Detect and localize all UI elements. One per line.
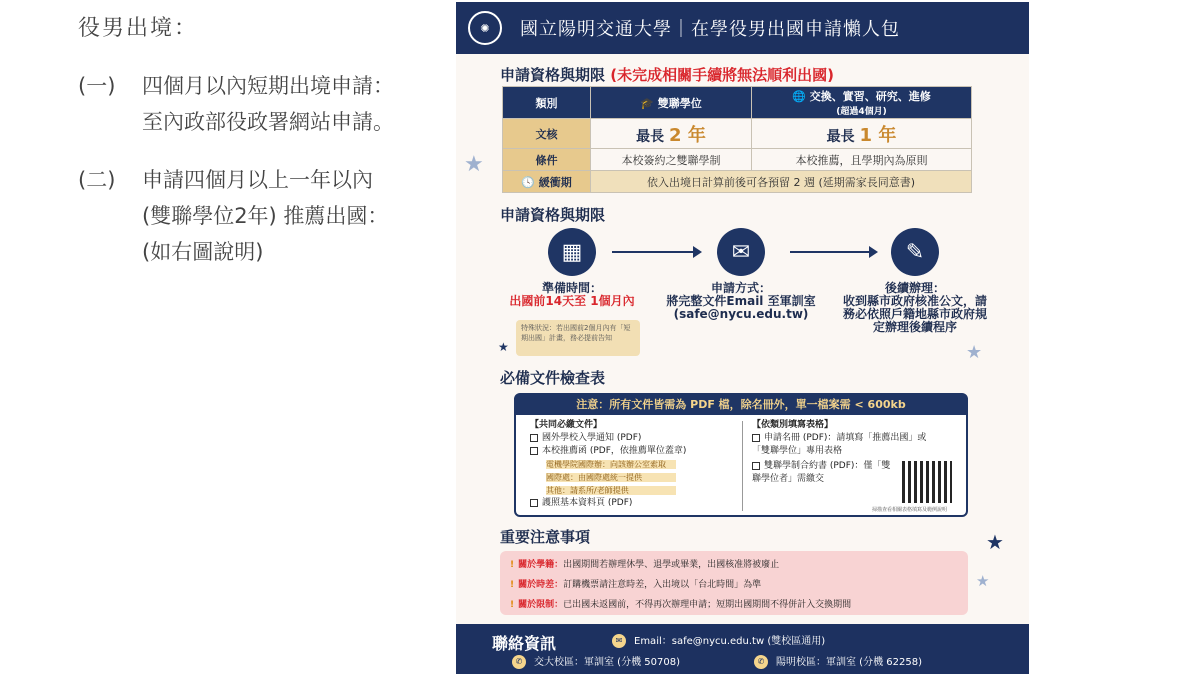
checklist-item	[752, 460, 892, 486]
form-check-icon: ✎	[891, 228, 939, 276]
process-step	[840, 228, 990, 334]
table-header-cell: 類別	[503, 87, 591, 119]
poster-title: 國立陽明交通大學｜在學役男出國申請懶人包	[520, 19, 900, 40]
checklist-item-label: 本校推薦函 (PDF，依推薦單位蓋章)	[542, 446, 687, 456]
process-step	[656, 228, 826, 321]
header-label: 雙聯學位	[657, 96, 702, 110]
table-header-cell	[752, 87, 972, 119]
note-item	[510, 575, 958, 595]
checklist-item-label: 護照基本資料頁 (PDF)	[542, 498, 633, 508]
document-checklist	[514, 393, 968, 517]
step-title: 後續辦理：	[884, 281, 945, 295]
column-heading: 【依類別填寫表格】	[752, 420, 834, 430]
item-number: (一)	[78, 74, 116, 98]
checklist-item	[752, 432, 942, 458]
item-line: (如右圖說明)	[142, 240, 264, 264]
item-text	[142, 68, 448, 140]
note-item	[510, 555, 958, 575]
table-header-row	[503, 87, 972, 119]
footer-campus2	[754, 653, 922, 669]
item-line: (雙聯學位2年) 推薦出國：	[142, 204, 389, 228]
checklist-item-label: 國外學校入學通知 (PDF)	[542, 433, 642, 443]
star-icon: ★	[464, 152, 484, 177]
checkbox	[752, 462, 760, 470]
note-item	[510, 595, 958, 615]
row-label-text: 緩衝期	[538, 175, 572, 189]
note-text: 訂購機票請注意時差，入出境以「台北時間」為準	[563, 580, 762, 590]
checklist-subitem: 其他：請系所/老師提供	[530, 484, 738, 497]
cell-prefix: 最長	[826, 128, 855, 145]
cell-value: 1 年	[859, 124, 897, 146]
table-header-cell	[591, 87, 752, 119]
checklist-item	[530, 497, 738, 510]
star-icon: ★	[966, 342, 983, 363]
left-text-panel	[78, 12, 448, 270]
phone-icon: ✆	[754, 655, 768, 669]
checklist-item	[530, 445, 738, 458]
item-number: (二)	[78, 168, 116, 192]
checklist-item-label: 申請名冊 (PDF)：請填寫「推薦出國」或「雙聯學位」專用表格	[752, 433, 927, 456]
checkbox	[530, 447, 538, 455]
special-note: 特殊狀況：若出國前2個月內有「短期出國」計畫，務必提前告知	[516, 320, 640, 356]
star-icon: ★	[986, 530, 1004, 554]
calendar-icon: ▦	[548, 228, 596, 276]
process-step	[502, 228, 642, 308]
university-seal-icon: ✺	[468, 11, 502, 45]
checklist-notice: 注意：所有文件皆需為 PDF 檔，除名冊外，單一檔案需 < 600kb	[516, 395, 966, 415]
info-poster	[456, 2, 1029, 674]
item-line: 四個月以內短期出境申請：	[142, 74, 394, 98]
clock-icon: 🕓	[521, 175, 539, 189]
warning-icon: !	[510, 580, 515, 590]
section-title-text: 申請資格與期限	[500, 66, 606, 84]
table-row	[503, 171, 972, 193]
section-title-checklist: 必備文件檢查表	[500, 369, 606, 387]
row-label	[503, 171, 591, 193]
cell-value: 2 年	[669, 124, 706, 146]
item-text	[142, 162, 448, 270]
list-item	[78, 162, 448, 270]
important-notes	[500, 551, 968, 615]
section-title-eligibility	[500, 64, 834, 85]
section-title-notes: 重要注意事項	[500, 528, 591, 546]
note-text: 已出國未返國前，不得再次辦理申請；短期出國期間不得併計入交換期間	[563, 600, 852, 610]
page-title: 役男出境：	[78, 16, 199, 41]
checkbox	[530, 499, 538, 507]
note-text: 出國期間若辦理休學、退學或畢業，出國核准將被廢止	[563, 560, 780, 570]
table-cell: 本校推薦，且學期內為原則	[752, 149, 972, 171]
warning-text: (未完成相關手續將無法順利出國)	[610, 66, 834, 84]
column-heading: 【共同必繳文件】	[530, 420, 603, 430]
mail-icon: ✉	[717, 228, 765, 276]
checklist-left-column	[530, 419, 738, 510]
column-divider	[742, 421, 743, 511]
step-highlight: 出國前14天至 1個月內	[509, 294, 635, 308]
table-cell	[752, 119, 972, 149]
warning-icon: !	[510, 560, 515, 570]
checkbox	[752, 434, 760, 442]
step-title: 準備時間：	[541, 281, 602, 295]
section-title-process: 申請資格與期限	[500, 206, 606, 224]
mail-icon: ✉	[612, 634, 626, 648]
table-cell: 本校簽約之雙聯學制	[591, 149, 752, 171]
footer-campus2-text: 陽明校區：軍訓室 (分機 62258)	[776, 657, 922, 668]
item-line: 至內政部役政署網站申請。	[142, 110, 394, 134]
table-cell: 依入出境日計算前後可各預留 2 週 (延期需家長同意書)	[591, 171, 972, 193]
header-label: 交換、實習、研究、進修	[809, 90, 931, 103]
step-title: 申請方式：	[710, 281, 771, 295]
checklist-subitem: 國際處：由國際處統一提供	[530, 471, 738, 484]
row-label: 文核	[503, 119, 591, 149]
eligibility-table	[502, 86, 972, 193]
footer-email	[612, 632, 825, 648]
item-line: 申請四個月以上一年以內	[142, 168, 373, 192]
row-label: 條件	[503, 149, 591, 171]
list-item	[78, 68, 448, 140]
checklist-item-label: 雙聯學制合約書 (PDF)：僅「雙聯學位者」需繳交	[752, 461, 891, 484]
footer-email-text[interactable]: Email：safe@nycu.edu.tw (雙校區通用)	[634, 636, 826, 647]
table-cell	[591, 119, 752, 149]
graduation-cap-icon: 🎓	[640, 96, 658, 110]
star-icon: ★	[976, 572, 990, 590]
globe-icon: 🌐	[792, 90, 810, 103]
checklist-subitem: 電機學院國際辦：向該辦公室索取	[530, 458, 738, 471]
phone-icon: ✆	[512, 655, 526, 669]
note-key: 關於限制：	[518, 600, 564, 610]
checklist-item	[530, 432, 738, 445]
contact-footer	[456, 624, 1029, 674]
header-sublabel: (超過4個月)	[836, 107, 887, 117]
checkbox	[530, 434, 538, 442]
qr-code-icon[interactable]	[902, 461, 952, 503]
footer-campus1-text: 交大校區：軍訓室 (分機 50708)	[534, 657, 680, 668]
step-body: 將完整文件Email 至軍訓室 (safe@nycu.edu.tw)	[666, 294, 816, 321]
warning-icon: !	[510, 600, 515, 610]
note-key: 關於學籍：	[518, 560, 564, 570]
star-icon: ★	[498, 340, 509, 354]
footer-title: 聯絡資訊	[492, 634, 557, 653]
table-row	[503, 119, 972, 149]
table-row	[503, 149, 972, 171]
cell-prefix: 最長	[636, 128, 665, 145]
note-key: 關於時差：	[518, 580, 564, 590]
qr-caption: 掃描查看相關表格填寫及範例說明	[872, 507, 948, 513]
step-body: 收到縣市政府核准公文，請務必依照戶籍地縣市政府規定辦理後續程序	[842, 294, 987, 334]
poster-header	[456, 2, 1029, 54]
footer-campus1	[512, 653, 680, 669]
